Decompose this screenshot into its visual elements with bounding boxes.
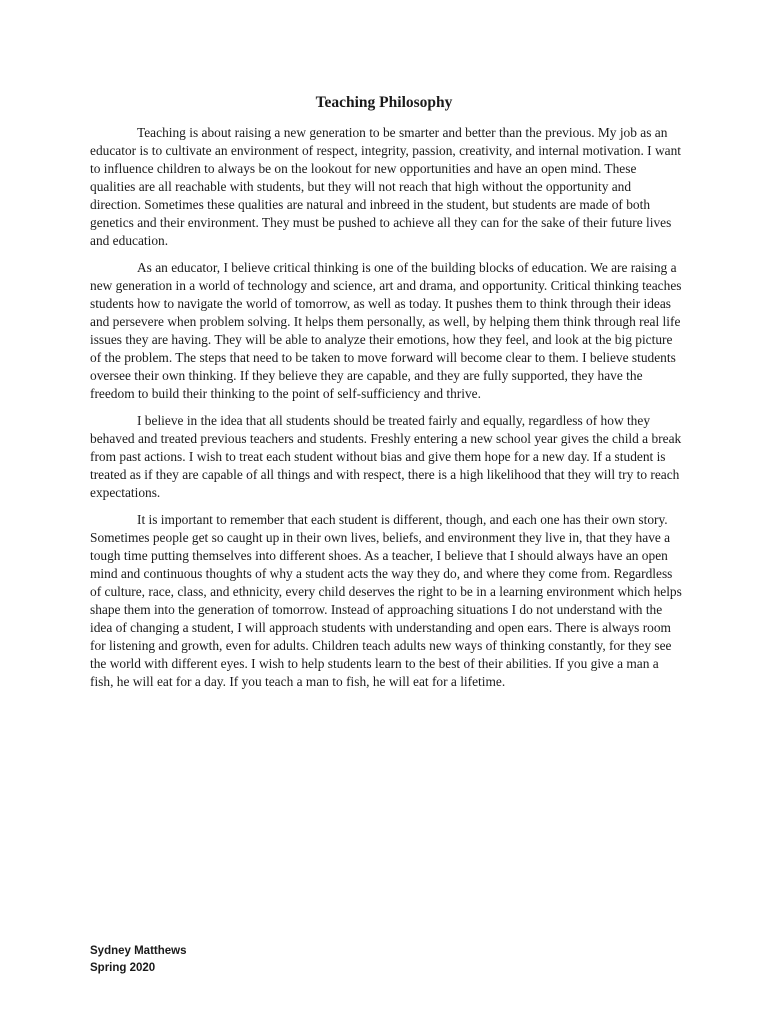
document-body [90, 124, 683, 700]
signature-block [90, 943, 187, 977]
page-title: Teaching Philosophy [315, 94, 453, 111]
paragraph-4: It is important to remember that each student is different, though, and each one has their own story. Sometimes people get so caught up in their own lives, beliefs, and environment they live in, that they have a tough time putting themselves into different shoes. As a teacher, I believe that I should always have an open mind and continuous thoughts of why a student acts the way they do, and where they come from. Regardless of culture, race, class, and ethnicity, every child deserves the right to be in a learning environment which helps shape them into the generation of tomorrow. Instead of approaching situations I do not understand with the idea of changing a student, I will approach students with understanding and open ears. There is always room for listening and growth, even for adults. Children teach adults new ways of thinking constantly, for they see the world with different eyes. I wish to help students learn to the best of their abilities. If you give a man a fish, he will eat for a day. If you teach a man to fish, he will eat for a lifetime. [90, 512, 682, 689]
author-name: Sydney Matthews [90, 945, 187, 957]
paragraph-2: As an educator, I believe critical thinking is one of the building blocks of education. We are raising a new generation in a world of technology and science, art and drama, and opportunity. Critical thinking teaches students how to navigate the world of tomorrow, as well as today. It pushes them to think through their ideas and persevere when problem solving. It helps them personally, as well, by helping them think through real life issues they are having. They will be able to analyze their emotions, how they feel, and look at the big picture of the problem. The steps that need to be taken to move forward will become clear to them. I believe students oversee their own thinking. If they believe they are capable, and they are fully supported, they have the freedom to build their thinking to the point of self-sufficiency and thrive. [90, 260, 682, 401]
paragraph-1: Teaching is about raising a new generation to be smarter and better than the previous. My job as an educator is to cultivate an environment of respect, integrity, passion, creativity, and internal motivation. I want to influence children to always be on the lookout for new opportunities and have an open mind. These qualities are all reachable with students, but they will not reach that high without the opportunity and direction. Sometimes these qualities are natural and inbreed in the student, but students are made of both genetics and their environment. They must be pushed to achieve all they can for the sake of their future lives and education. [90, 125, 681, 248]
term-label: Spring 2020 [90, 962, 156, 974]
paragraph-3: I believe in the idea that all students should be treated fairly and equally, regardless of how they behaved and treated previous teachers and students. Freshly entering a new school year gives the child a break from past actions. I wish to treat each student without bias and give them hope for a new day. If a student is treated as if they are capable of all things and with respect, there is a high likelihood that they will try to reach expectations. [90, 413, 682, 500]
